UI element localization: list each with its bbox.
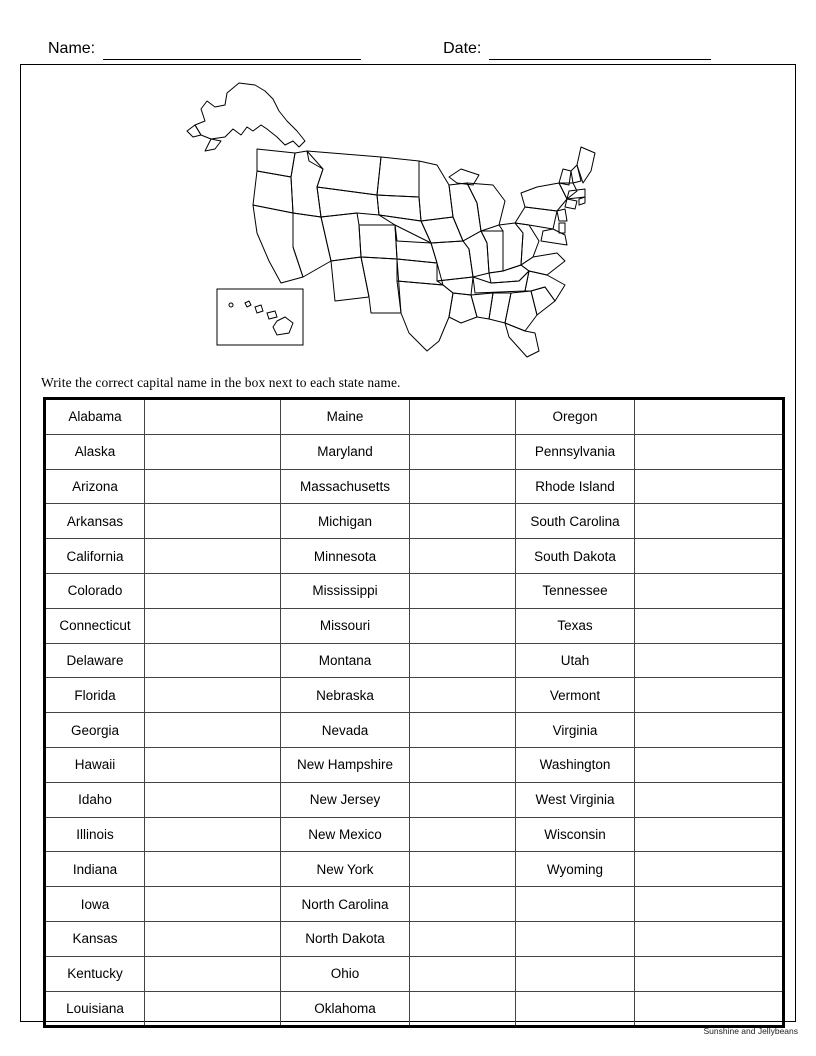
table-row [45, 852, 784, 887]
table-row [45, 782, 784, 817]
state-name-cell: Indiana [45, 852, 145, 887]
state-name-cell: Wyoming [516, 852, 635, 887]
capital-answer-cell[interactable] [635, 678, 784, 713]
state-name-cell: Illinois [45, 817, 145, 852]
state-name-cell: Oklahoma [281, 991, 410, 1027]
state-name-cell: New Hampshire [281, 747, 410, 782]
state-name-cell: Rhode Island [516, 469, 635, 504]
capital-answer-cell[interactable] [145, 643, 281, 678]
capital-answer-cell[interactable] [410, 469, 516, 504]
state-name-cell: Maryland [281, 434, 410, 469]
name-field-group [48, 40, 361, 60]
state-name-cell: Minnesota [281, 539, 410, 574]
capital-answer-cell[interactable] [410, 956, 516, 991]
capital-answer-cell[interactable] [635, 887, 784, 922]
state-name-cell: Virginia [516, 713, 635, 748]
name-label: Name: [48, 40, 96, 57]
table-row [45, 573, 784, 608]
capital-answer-cell[interactable] [635, 956, 784, 991]
hawaii-inset [217, 289, 303, 345]
table-row [45, 504, 784, 539]
state-name-cell: West Virginia [516, 782, 635, 817]
state-name-cell: Alaska [45, 434, 145, 469]
capital-answer-cell[interactable] [410, 921, 516, 956]
capital-answer-cell[interactable] [635, 991, 784, 1027]
capital-answer-cell[interactable] [145, 852, 281, 887]
state-name-cell: Maine [281, 399, 410, 435]
state-name-cell: North Dakota [281, 921, 410, 956]
table-row [45, 991, 784, 1027]
state-name-cell: Louisiana [45, 991, 145, 1027]
state-name-cell: South Dakota [516, 539, 635, 574]
capital-answer-cell[interactable] [145, 887, 281, 922]
state-name-cell: Mississippi [281, 573, 410, 608]
state-name-cell: Oregon [516, 399, 635, 435]
credit-text: Sunshine and Jellybeans [703, 1026, 798, 1036]
capital-answer-cell[interactable] [410, 991, 516, 1027]
capital-answer-cell[interactable] [145, 399, 281, 435]
capital-answer-cell[interactable] [635, 782, 784, 817]
capital-answer-cell[interactable] [410, 573, 516, 608]
capital-answer-cell[interactable] [145, 713, 281, 748]
table-row [45, 921, 784, 956]
capital-answer-cell[interactable] [410, 608, 516, 643]
capital-answer-cell[interactable] [635, 434, 784, 469]
state-name-cell: Utah [516, 643, 635, 678]
capital-answer-cell[interactable] [635, 713, 784, 748]
worksheet-border-box [20, 64, 796, 1022]
capital-answer-cell[interactable] [410, 434, 516, 469]
state-name-cell: New York [281, 852, 410, 887]
state-name-cell: Wisconsin [516, 817, 635, 852]
capital-answer-cell[interactable] [410, 643, 516, 678]
capital-answer-cell[interactable] [145, 747, 281, 782]
table-row [45, 608, 784, 643]
capital-answer-cell[interactable] [410, 747, 516, 782]
state-name-cell: Colorado [45, 573, 145, 608]
date-field-group [443, 40, 711, 60]
capital-answer-cell[interactable] [145, 573, 281, 608]
table-row [45, 713, 784, 748]
state-name-cell: Georgia [45, 713, 145, 748]
capital-answer-cell[interactable] [145, 782, 281, 817]
united-states-map-icon [181, 65, 601, 365]
capital-answer-cell[interactable] [410, 887, 516, 922]
state-name-cell [516, 956, 635, 991]
state-name-cell: North Carolina [281, 887, 410, 922]
state-name-cell [516, 921, 635, 956]
capital-answer-cell[interactable] [410, 817, 516, 852]
state-name-cell: Montana [281, 643, 410, 678]
state-name-cell: Alabama [45, 399, 145, 435]
state-name-cell: Florida [45, 678, 145, 713]
capital-answer-cell[interactable] [145, 921, 281, 956]
table-row [45, 643, 784, 678]
capital-answer-cell[interactable] [145, 991, 281, 1027]
capital-answer-cell[interactable] [145, 539, 281, 574]
state-name-cell: Vermont [516, 678, 635, 713]
capital-answer-cell[interactable] [145, 504, 281, 539]
capital-answer-cell[interactable] [635, 608, 784, 643]
table-row [45, 747, 784, 782]
capital-answer-cell[interactable] [410, 782, 516, 817]
capital-answer-cell[interactable] [635, 399, 784, 435]
date-input-line[interactable] [489, 42, 711, 60]
states-table-body [45, 399, 784, 1027]
state-name-cell: Pennsylvania [516, 434, 635, 469]
state-name-cell: Arkansas [45, 504, 145, 539]
capital-answer-cell[interactable] [410, 852, 516, 887]
table-row [45, 539, 784, 574]
state-name-cell: California [45, 539, 145, 574]
capital-answer-cell[interactable] [145, 956, 281, 991]
state-name-cell: Hawaii [45, 747, 145, 782]
table-row [45, 678, 784, 713]
capital-answer-cell[interactable] [410, 504, 516, 539]
name-input-line[interactable] [103, 42, 361, 60]
state-name-cell [516, 887, 635, 922]
capital-answer-cell[interactable] [410, 678, 516, 713]
capital-answer-cell[interactable] [635, 921, 784, 956]
instruction-text: Write the correct capital name in the box next to each state name. [41, 375, 401, 390]
state-name-cell: Kansas [45, 921, 145, 956]
capital-answer-cell[interactable] [145, 608, 281, 643]
capital-answer-cell[interactable] [635, 817, 784, 852]
state-name-cell: Connecticut [45, 608, 145, 643]
capital-answer-cell[interactable] [145, 678, 281, 713]
capital-answer-cell[interactable] [635, 469, 784, 504]
table-row [45, 399, 784, 435]
state-name-cell [516, 991, 635, 1027]
capital-answer-cell[interactable] [635, 747, 784, 782]
table-row [45, 887, 784, 922]
state-name-cell: Kentucky [45, 956, 145, 991]
capital-answer-cell[interactable] [145, 817, 281, 852]
capital-answer-cell[interactable] [635, 643, 784, 678]
state-name-cell: Washington [516, 747, 635, 782]
state-name-cell: Nevada [281, 713, 410, 748]
capital-answer-cell[interactable] [410, 399, 516, 435]
date-label: Date: [443, 40, 482, 57]
capital-answer-cell[interactable] [635, 539, 784, 574]
state-name-cell: Nebraska [281, 678, 410, 713]
states-table-wrapper [43, 397, 774, 1028]
table-row [45, 434, 784, 469]
state-name-cell: Delaware [45, 643, 145, 678]
state-name-cell: New Mexico [281, 817, 410, 852]
capital-answer-cell[interactable] [145, 469, 281, 504]
capital-answer-cell[interactable] [635, 504, 784, 539]
capital-answer-cell[interactable] [635, 852, 784, 887]
header [48, 26, 768, 60]
state-name-cell: Missouri [281, 608, 410, 643]
table-row [45, 956, 784, 991]
state-name-cell: Massachusetts [281, 469, 410, 504]
state-name-cell: Texas [516, 608, 635, 643]
capital-answer-cell[interactable] [145, 434, 281, 469]
state-name-cell: Ohio [281, 956, 410, 991]
state-name-cell: Tennessee [516, 573, 635, 608]
map-area [21, 65, 795, 373]
state-name-cell: Iowa [45, 887, 145, 922]
capital-answer-cell[interactable] [410, 539, 516, 574]
table-row [45, 469, 784, 504]
state-name-cell: Arizona [45, 469, 145, 504]
capital-answer-cell[interactable] [635, 573, 784, 608]
state-name-cell: New Jersey [281, 782, 410, 817]
state-name-cell: South Carolina [516, 504, 635, 539]
state-name-cell: Idaho [45, 782, 145, 817]
table-row [45, 817, 784, 852]
capital-answer-cell[interactable] [410, 713, 516, 748]
states-capitals-table [43, 397, 785, 1028]
state-name-cell: Michigan [281, 504, 410, 539]
